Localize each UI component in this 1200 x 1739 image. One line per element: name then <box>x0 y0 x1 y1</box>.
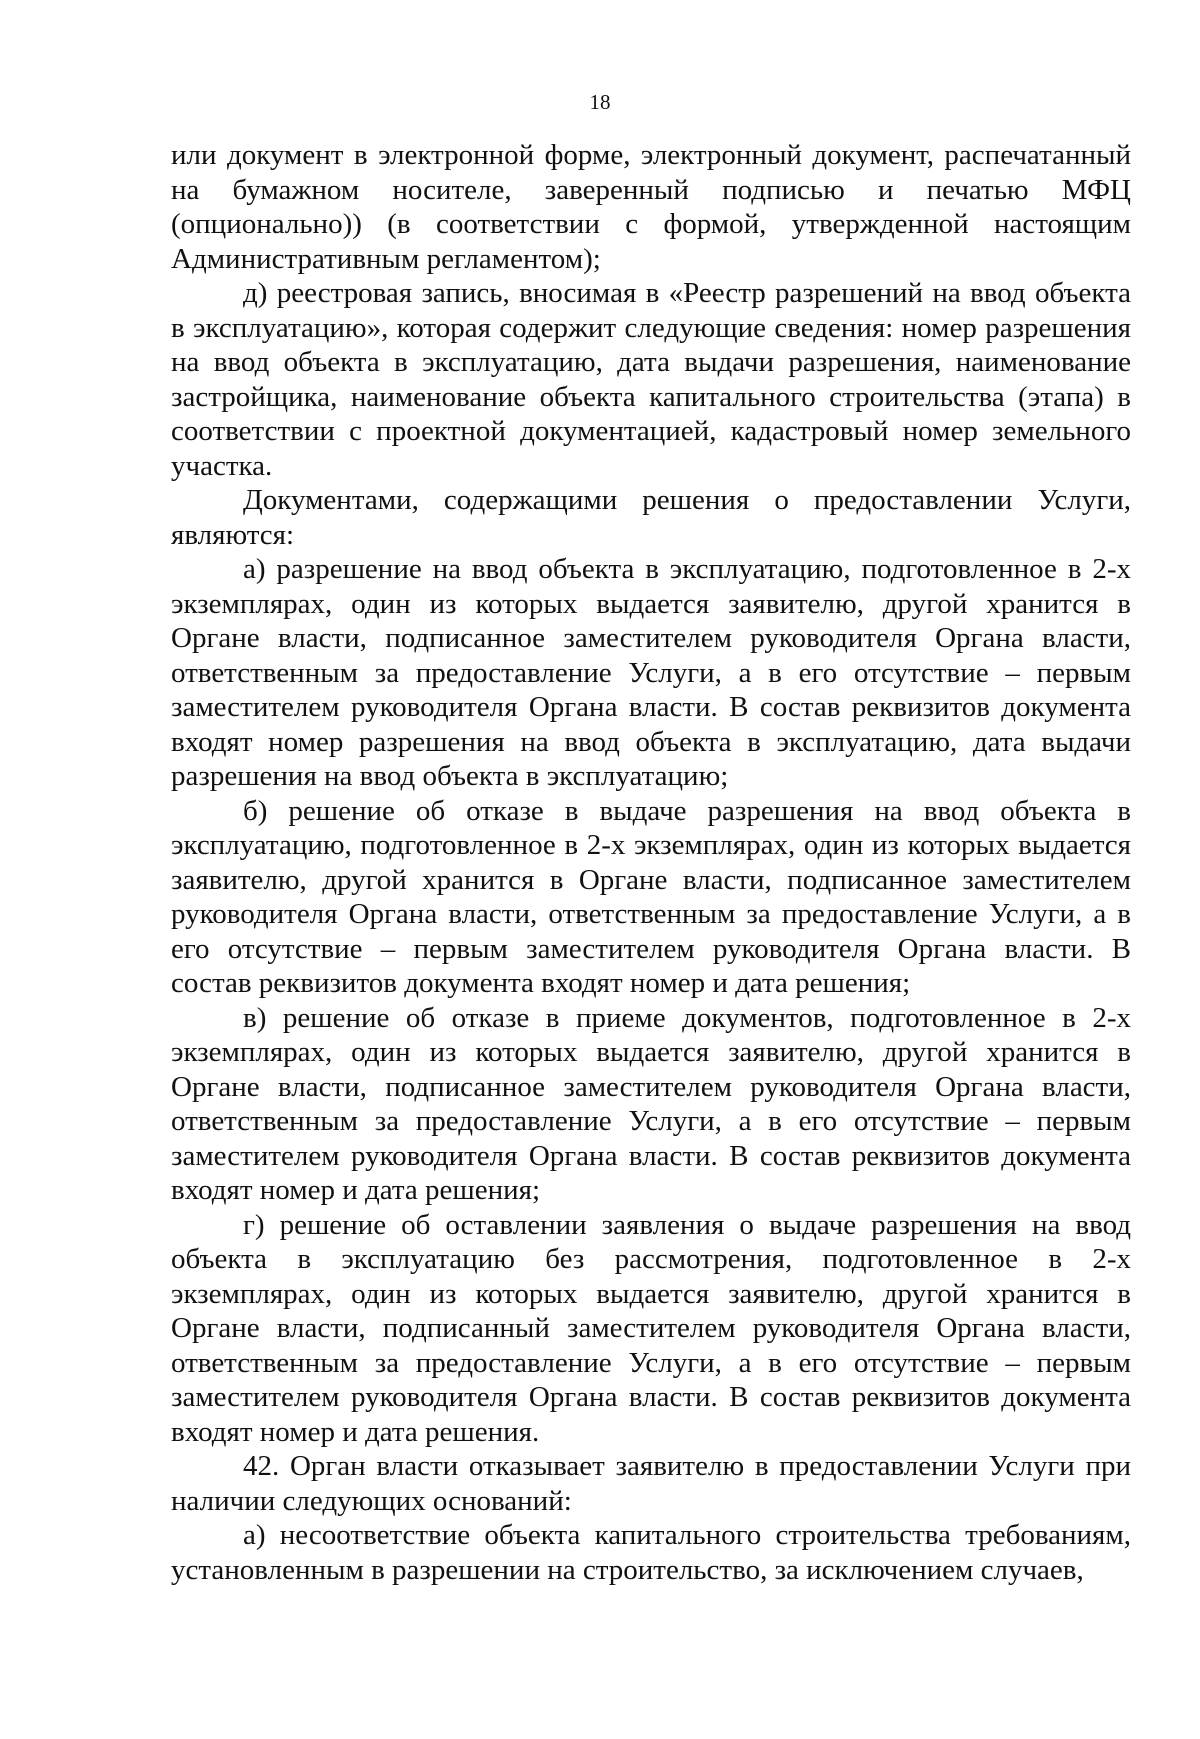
paragraph-item-a: а) разрешение на ввод объекта в эксплуатацию, подготовленное в 2-х экземплярах, один из которых выдается заявителю, другой хранится в Органе власти, подписанное заместителем руководителя Органа власти, ответственным за предоставление Услуги, а в его отсутствие – первым заместителем руководителя Органа власти. В состав реквизитов документа входят номер разрешения на ввод объекта в эксплуатацию, дата выдачи разрешения на ввод объекта в эксплуатацию; <box>171 553 1131 792</box>
paragraph-clause-42-item-a: а) несоответствие объекта капитального строительства требованиям, установленным в разрешении на строительство, за исключением случаев, <box>171 1519 1131 1586</box>
paragraph-item-g: г) решение об оставлении заявления о выдаче разрешения на ввод объекта в эксплуатацию без рассмотрения, подготовленное в 2-х экземплярах, один из которых выдается заявителю, другой хранится в Органе власти, подписанный заместителем руководителя Органа власти, ответственным за предоставление Услуги, а в его отсутствие – первым заместителем руководителя Органа власти. В состав реквизитов документа входят номер и дата решения. <box>171 1208 1131 1448</box>
document-body <box>171 138 1131 1587</box>
page-number: 18 <box>589 90 611 114</box>
paragraph-item-v: в) решение об отказе в приеме документов, подготовленное в 2-х экземплярах, один из которых выдается заявителю, другой хранится в Органе власти, подписанное заместителем руководителя Органа власти, ответственным за предоставление Услуги, а в его отсутствие – первым заместителем руководителя Органа власти. В состав реквизитов документа входят номер и дата решения; <box>171 1001 1131 1206</box>
paragraph-continuation: или документ в электронной форме, электронный документ, распечатанный на бумажном носителе, заверенный подписью и печатью МФЦ (опционально)) (в соответствии с формой, утвержденной настоящим Административным регламентом); <box>171 139 1131 275</box>
paragraph-item-b: б) решение об отказе в выдаче разрешения на ввод объекта в эксплуатацию, подготовленное в 2-х экземплярах, один из которых выдается заявителю, другой хранится в Органе власти, подписанное заместителем руководителя Органа власти, ответственным за предоставление Услуги, а в его отсутствие – первым заместителем руководителя Органа власти. В состав реквизитов документа входят номер и дата решения; <box>171 794 1131 999</box>
paragraph-decision-documents: Документами, содержащими решения о предоставлении Услуги, являются: <box>171 484 1131 551</box>
paragraph-item-d: д) реестровая запись, вносимая в «Реестр разрешений на ввод объекта в эксплуатацию», которая содержит следующие сведения: номер разрешения на ввод объекта в эксплуатацию, дата выдачи разрешения, наименование застройщика, наименование объекта капитального строительства (этапа) в соответствии с проектной документацией, кадастровый номер земельного участка. <box>171 277 1131 482</box>
paragraph-clause-42: 42. Орган власти отказывает заявителю в предоставлении Услуги при наличии следующих оснований: <box>171 1450 1131 1517</box>
